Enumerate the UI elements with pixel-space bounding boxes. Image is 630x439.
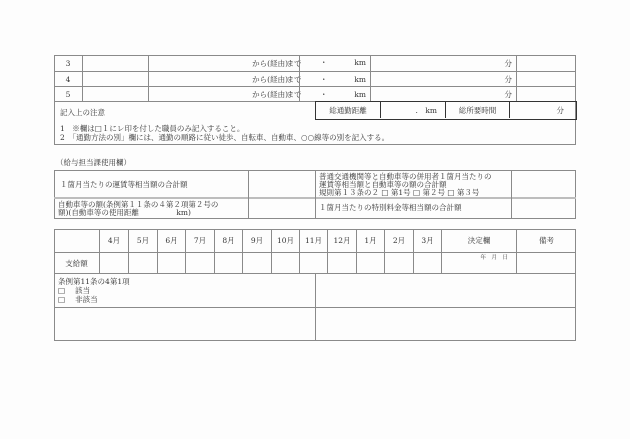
monthly-fare-total-field[interactable] — [248, 170, 315, 219]
amount-cell-feb[interactable] — [384, 253, 413, 273]
month-header: 5月 — [128, 229, 157, 252]
monthly-grid — [54, 229, 576, 273]
payroll-section-title: （給与担当課使用欄） — [56, 158, 131, 167]
total-time-label: 総所要時間 — [445, 102, 509, 118]
amount-cell-may[interactable] — [128, 253, 157, 273]
minutes-unit: 分 — [504, 75, 512, 84]
total-distance-value: . km — [415, 106, 437, 115]
total-time-field[interactable] — [509, 102, 576, 118]
month-header: 12月 — [327, 229, 356, 252]
month-header: 9月 — [242, 229, 271, 252]
row-number: 3 — [65, 58, 71, 68]
amount-cell-dec[interactable] — [327, 253, 356, 273]
amount-cell-oct[interactable] — [271, 253, 299, 273]
route-row-5 — [54, 86, 576, 102]
monthly-fare-total-label: １箇月当たりの運賃等相当額の合計額 — [60, 180, 188, 189]
notes-title: 記入上の注意 — [60, 108, 105, 117]
time-cell[interactable] — [370, 72, 516, 87]
total-distance-field[interactable] — [380, 102, 445, 118]
decision-date-cell[interactable] — [441, 253, 516, 273]
checkbox-icon[interactable]: □ — [58, 295, 66, 304]
decision-date-placeholder: 年 月 日 — [480, 255, 508, 261]
decision-header: 決定欄 — [441, 229, 516, 252]
route-row-3 — [54, 55, 576, 71]
regulation-checkboxes[interactable]: 規則第１３条の２ □ 第1号 □ 第２号 □ 第３号 — [319, 188, 480, 197]
month-header: 8月 — [214, 229, 242, 252]
km-unit: km — [354, 58, 366, 67]
combined-total-field[interactable] — [511, 170, 576, 219]
option-label: 該当 — [75, 286, 91, 295]
from-suffix: から(経由) — [252, 58, 288, 68]
totals-box — [315, 101, 577, 120]
method-cell[interactable] — [82, 87, 148, 102]
remarks-header: 備考 — [516, 229, 576, 252]
month-header: 11月 — [299, 229, 327, 252]
ordinance-right-field[interactable] — [316, 274, 576, 307]
to-suffix: まで — [286, 58, 302, 68]
special-fare-total-label: １箇月当たりの特別料金等相当額の合計額 — [319, 203, 462, 212]
option-label: 非該当 — [75, 295, 98, 304]
mark-cell[interactable] — [516, 55, 576, 71]
decimal-dot: ・ — [320, 90, 328, 99]
time-cell[interactable] — [370, 55, 516, 71]
month-header: 6月 — [157, 229, 185, 252]
from-cell[interactable] — [148, 72, 292, 87]
bottom-right-field[interactable] — [316, 308, 576, 341]
km-unit: km — [354, 90, 366, 99]
to-suffix: まで — [286, 90, 302, 99]
mark-cell[interactable] — [516, 72, 576, 87]
combined-total-cell — [315, 170, 511, 219]
distance-cell[interactable] — [299, 72, 370, 87]
amount-cell-aug[interactable] — [214, 253, 242, 273]
note-1: 1 ※欄は□１にレ印を付した職員のみ記入すること。 — [60, 124, 245, 133]
amount-cell-sep[interactable] — [242, 253, 271, 273]
km-unit: km — [354, 75, 366, 84]
amount-cell-apr[interactable] — [99, 253, 128, 273]
distance-cell[interactable] — [299, 87, 370, 102]
method-cell[interactable] — [82, 72, 148, 87]
amount-cell-jul[interactable] — [185, 253, 214, 273]
remarks-cell[interactable] — [516, 253, 576, 273]
from-suffix: から(経由) — [252, 75, 288, 84]
amount-cell-jun[interactable] — [157, 253, 185, 273]
route-row-4 — [54, 71, 576, 87]
month-header: 4月 — [99, 229, 128, 252]
method-cell[interactable] — [82, 55, 148, 71]
ordinance-option-not-applicable[interactable] — [58, 295, 98, 304]
combined-total-label-line2: 運賃等相当額と自動車等の額の合計額 — [319, 180, 447, 189]
row-number: 5 — [65, 90, 71, 99]
from-cell[interactable] — [148, 87, 292, 102]
month-header: 10月 — [271, 229, 299, 252]
vehicle-amount-label-line2: 額)(自動車等の使用距離 km) — [58, 208, 191, 217]
checkbox-icon[interactable]: □ — [58, 286, 66, 295]
month-header: 2月 — [384, 229, 413, 252]
minutes-unit: 分 — [504, 90, 512, 99]
mark-cell[interactable] — [516, 87, 576, 102]
amount-cell-mar[interactable] — [413, 253, 441, 273]
ordinance-option-applicable[interactable] — [58, 286, 90, 295]
note-2: 2 「通勤方法の別」欄には、通勤の順路に従い徒歩、自転車、自動車、○○線等の別を記入する。 — [60, 133, 390, 142]
month-header: 3月 — [413, 229, 441, 252]
vehicle-amount-label-line1: 自動車等の額(条例第１１条の４第２項第２号の — [58, 200, 219, 209]
decimal-dot: ・ — [320, 58, 328, 67]
time-cell[interactable] — [370, 87, 516, 102]
payment-amount-label: 支給額 — [65, 258, 88, 268]
from-cell[interactable] — [148, 55, 292, 71]
ordinance-title: 条例第11条の4第1項 — [58, 277, 130, 286]
bottom-left-field[interactable] — [55, 308, 315, 341]
total-distance-label: 総通勤距離 — [329, 105, 367, 115]
total-time-unit: 分 — [556, 105, 564, 115]
distance-cell[interactable] — [299, 55, 370, 71]
from-suffix: から(経由) — [252, 90, 288, 99]
decimal-dot: ・ — [320, 75, 328, 84]
row-number: 4 — [65, 75, 71, 84]
amount-cell-jan[interactable] — [356, 253, 384, 273]
month-header: 1月 — [356, 229, 384, 252]
minutes-unit: 分 — [504, 58, 512, 68]
amount-cell-nov[interactable] — [299, 253, 327, 273]
to-suffix: まで — [286, 75, 302, 84]
combined-total-label-line1: 普通交通機関等と自動車等の併用者１箇月当たりの — [319, 172, 492, 181]
month-header: 7月 — [185, 229, 214, 252]
